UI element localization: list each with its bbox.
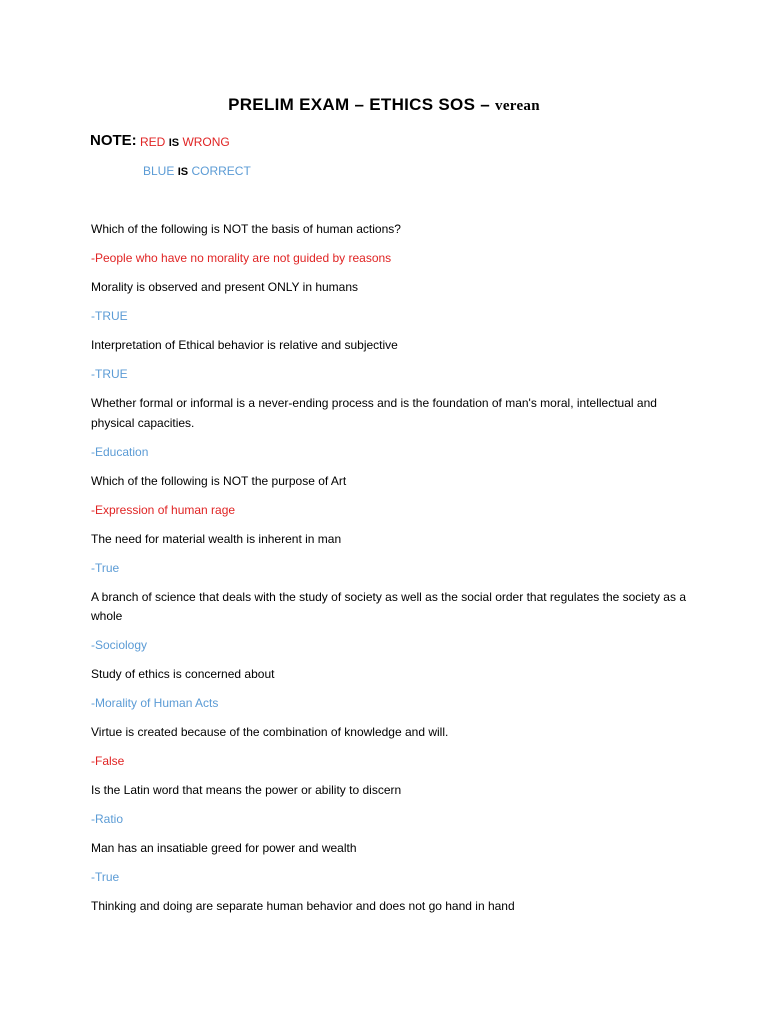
answer-correct: -Morality of Human Acts [91, 696, 219, 710]
legend-blue-word: BLUE [143, 164, 175, 178]
legend-correct-word: CORRECT [191, 164, 251, 178]
question-text: Interpretation of Ethical behavior is relative and subjective [91, 338, 398, 352]
answer-correct: -Ratio [91, 812, 124, 826]
answer-correct: -TRUE [91, 367, 128, 381]
answer-wrong: -False [91, 754, 125, 768]
question-text: Which of the following is NOT the purpose of Art [91, 473, 347, 488]
question-text: Virtue is created because of the combination of knowledge and will. [91, 725, 449, 739]
legend-is-word: IS [177, 166, 189, 178]
question-answer-list [91, 220, 691, 926]
question-text: The need for material wealth is inherent in man [91, 531, 342, 546]
title-main: PRELIM EXAM – ETHICS SOS – [228, 95, 496, 114]
answer-wrong: -Expression of human rage [91, 502, 236, 517]
question-text: Whether formal or informal is a never-ending process and is the foundation of man's moral, intellectual and physical capacities. [91, 396, 657, 430]
legend-is-word: IS [168, 137, 180, 149]
question-text: Man has an insatiable greed for power and wealth [91, 841, 357, 855]
question-text: Which of the following is NOT the basis of human actions? [91, 222, 401, 236]
answer-correct: -True [91, 560, 120, 575]
title-author: verean [495, 98, 540, 114]
legend-wrong-word: WRONG [182, 135, 230, 149]
legend-blue-correct [143, 164, 251, 178]
question-text: A branch of science that deals with the study of society as well as the social order that regulates the society as a whole [91, 589, 686, 623]
page-title [0, 95, 768, 115]
answer-correct: -Education [91, 444, 149, 459]
question-text: Thinking and doing are separate human behavior and does not go hand in hand [91, 899, 515, 913]
question-text: Is the Latin word that means the power or ability to discern [91, 783, 402, 797]
answer-correct: -True [91, 870, 120, 884]
question-text: Study of ethics is concerned about [91, 667, 275, 681]
answer-correct: -TRUE [91, 309, 128, 323]
question-text: Morality is observed and present ONLY in humans [91, 280, 359, 294]
legend-red-word: RED [140, 135, 166, 149]
legend-red-wrong [140, 135, 230, 149]
note-label: NOTE: [90, 132, 137, 149]
answer-wrong: -People who have no morality are not guided by reasons [91, 251, 392, 265]
answer-correct: -Sociology [91, 638, 148, 652]
